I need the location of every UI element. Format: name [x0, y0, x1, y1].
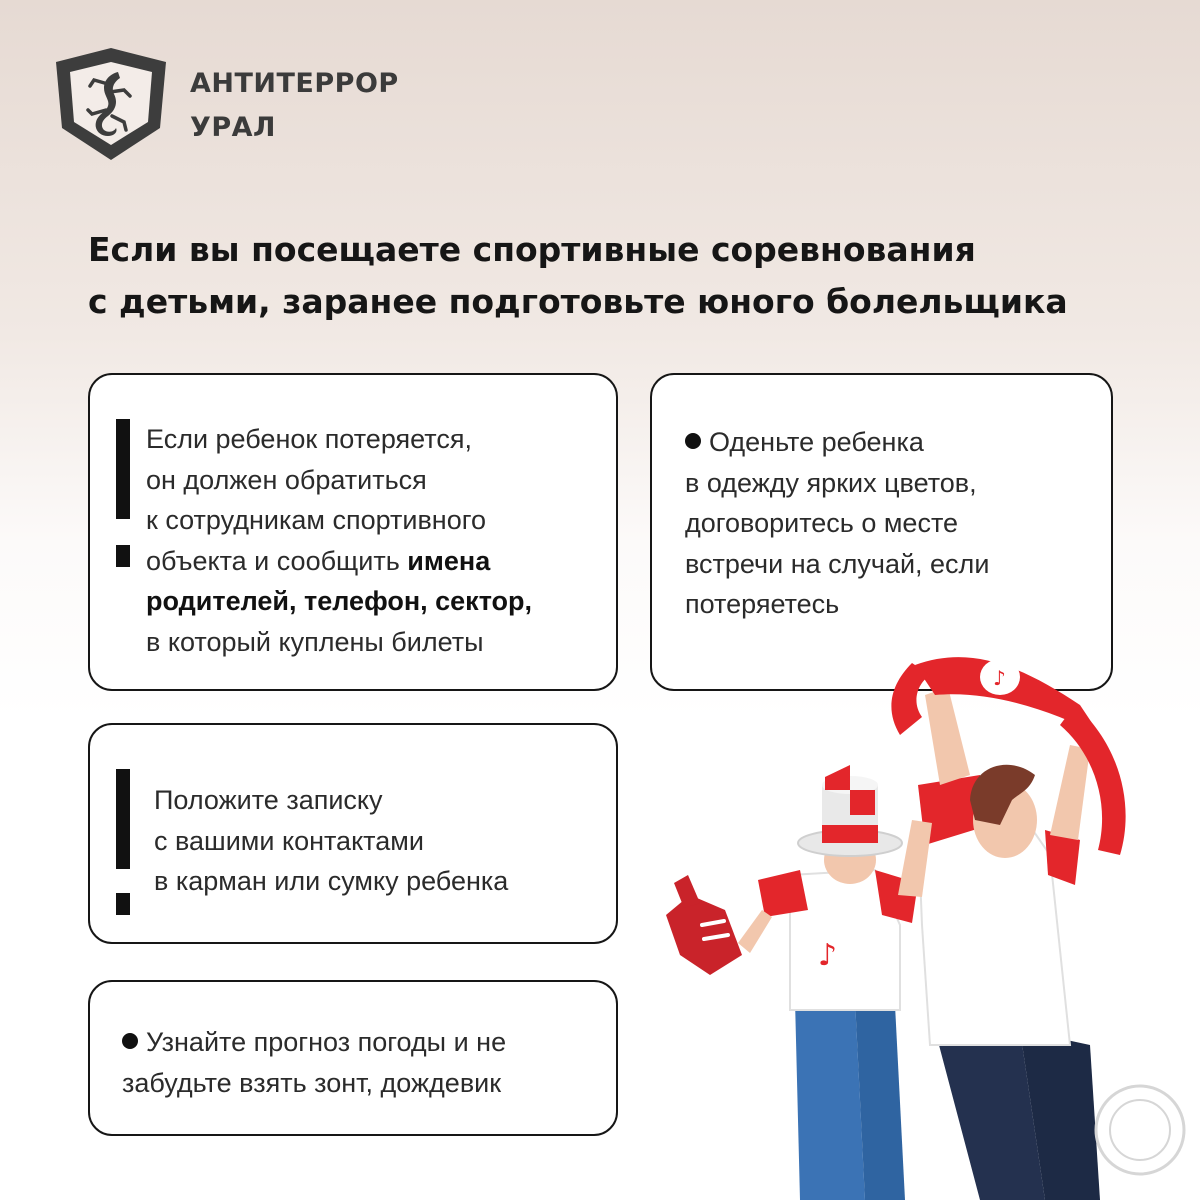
tip-line: в одежду ярких цветов, [685, 467, 977, 498]
svg-text:♪: ♪ [818, 938, 838, 973]
svg-text:♪: ♪ [993, 666, 1006, 690]
tip-line-text: Узнайте прогноз погоды и не [146, 1027, 507, 1057]
tip-card-contact-note [88, 723, 618, 944]
tip-text [685, 422, 989, 625]
tip-text [154, 780, 508, 902]
page-title-line2: с детьми, заранее подготовьте юного болельщика [88, 282, 1068, 321]
bullet-icon [685, 433, 701, 449]
tip-line: он должен обратиться [146, 464, 427, 495]
tip-line: к сотрудникам спортивного [146, 505, 487, 535]
brand-line2: УРАЛ [190, 112, 276, 143]
tip-line: Положите записку [154, 785, 383, 815]
tip-card-lost-child [88, 373, 618, 691]
tip-text [146, 419, 532, 662]
tip-line [685, 422, 989, 463]
tip-line: встречи на случай, если [685, 548, 990, 579]
tip-line-bold: родителей, телефон, сектор, [146, 586, 533, 616]
shield-lizard-logo-icon [52, 44, 170, 164]
tip-line: в который куплены билеты [146, 626, 484, 657]
brand-name [190, 62, 399, 150]
tip-line-bold: имена [407, 545, 491, 576]
tip-line: в карман или сумку ребенка [154, 866, 509, 896]
tip-line [146, 581, 532, 622]
sport-fans-illustration [650, 625, 1200, 1200]
tip-card-weather [88, 980, 618, 1136]
tip-line: договоритесь о месте [685, 508, 959, 538]
page-title [88, 224, 1148, 328]
brand-line1: АНТИТЕРРОР [190, 68, 399, 99]
exclamation-icon [116, 769, 130, 869]
tip-line-text: Оденьте ребенка [709, 427, 924, 457]
tip-line: с вашими контактами [154, 825, 424, 856]
tip-line [146, 541, 532, 582]
exclamation-dot [116, 893, 130, 915]
tip-line [122, 1022, 506, 1063]
bullet-icon [122, 1033, 138, 1049]
tip-line: Если ребенок потеряется, [146, 424, 472, 454]
tip-line-plain: объекта и сообщить [146, 545, 408, 576]
page-title-line1: Если вы посещаете спортивные соревнования [88, 230, 976, 269]
tip-line: потеряетесь [685, 589, 840, 619]
exclamation-dot [116, 545, 130, 567]
exclamation-icon [116, 419, 130, 519]
tip-text [122, 1022, 506, 1103]
tip-line: забудьте взять зонт, дождевик [122, 1067, 502, 1098]
